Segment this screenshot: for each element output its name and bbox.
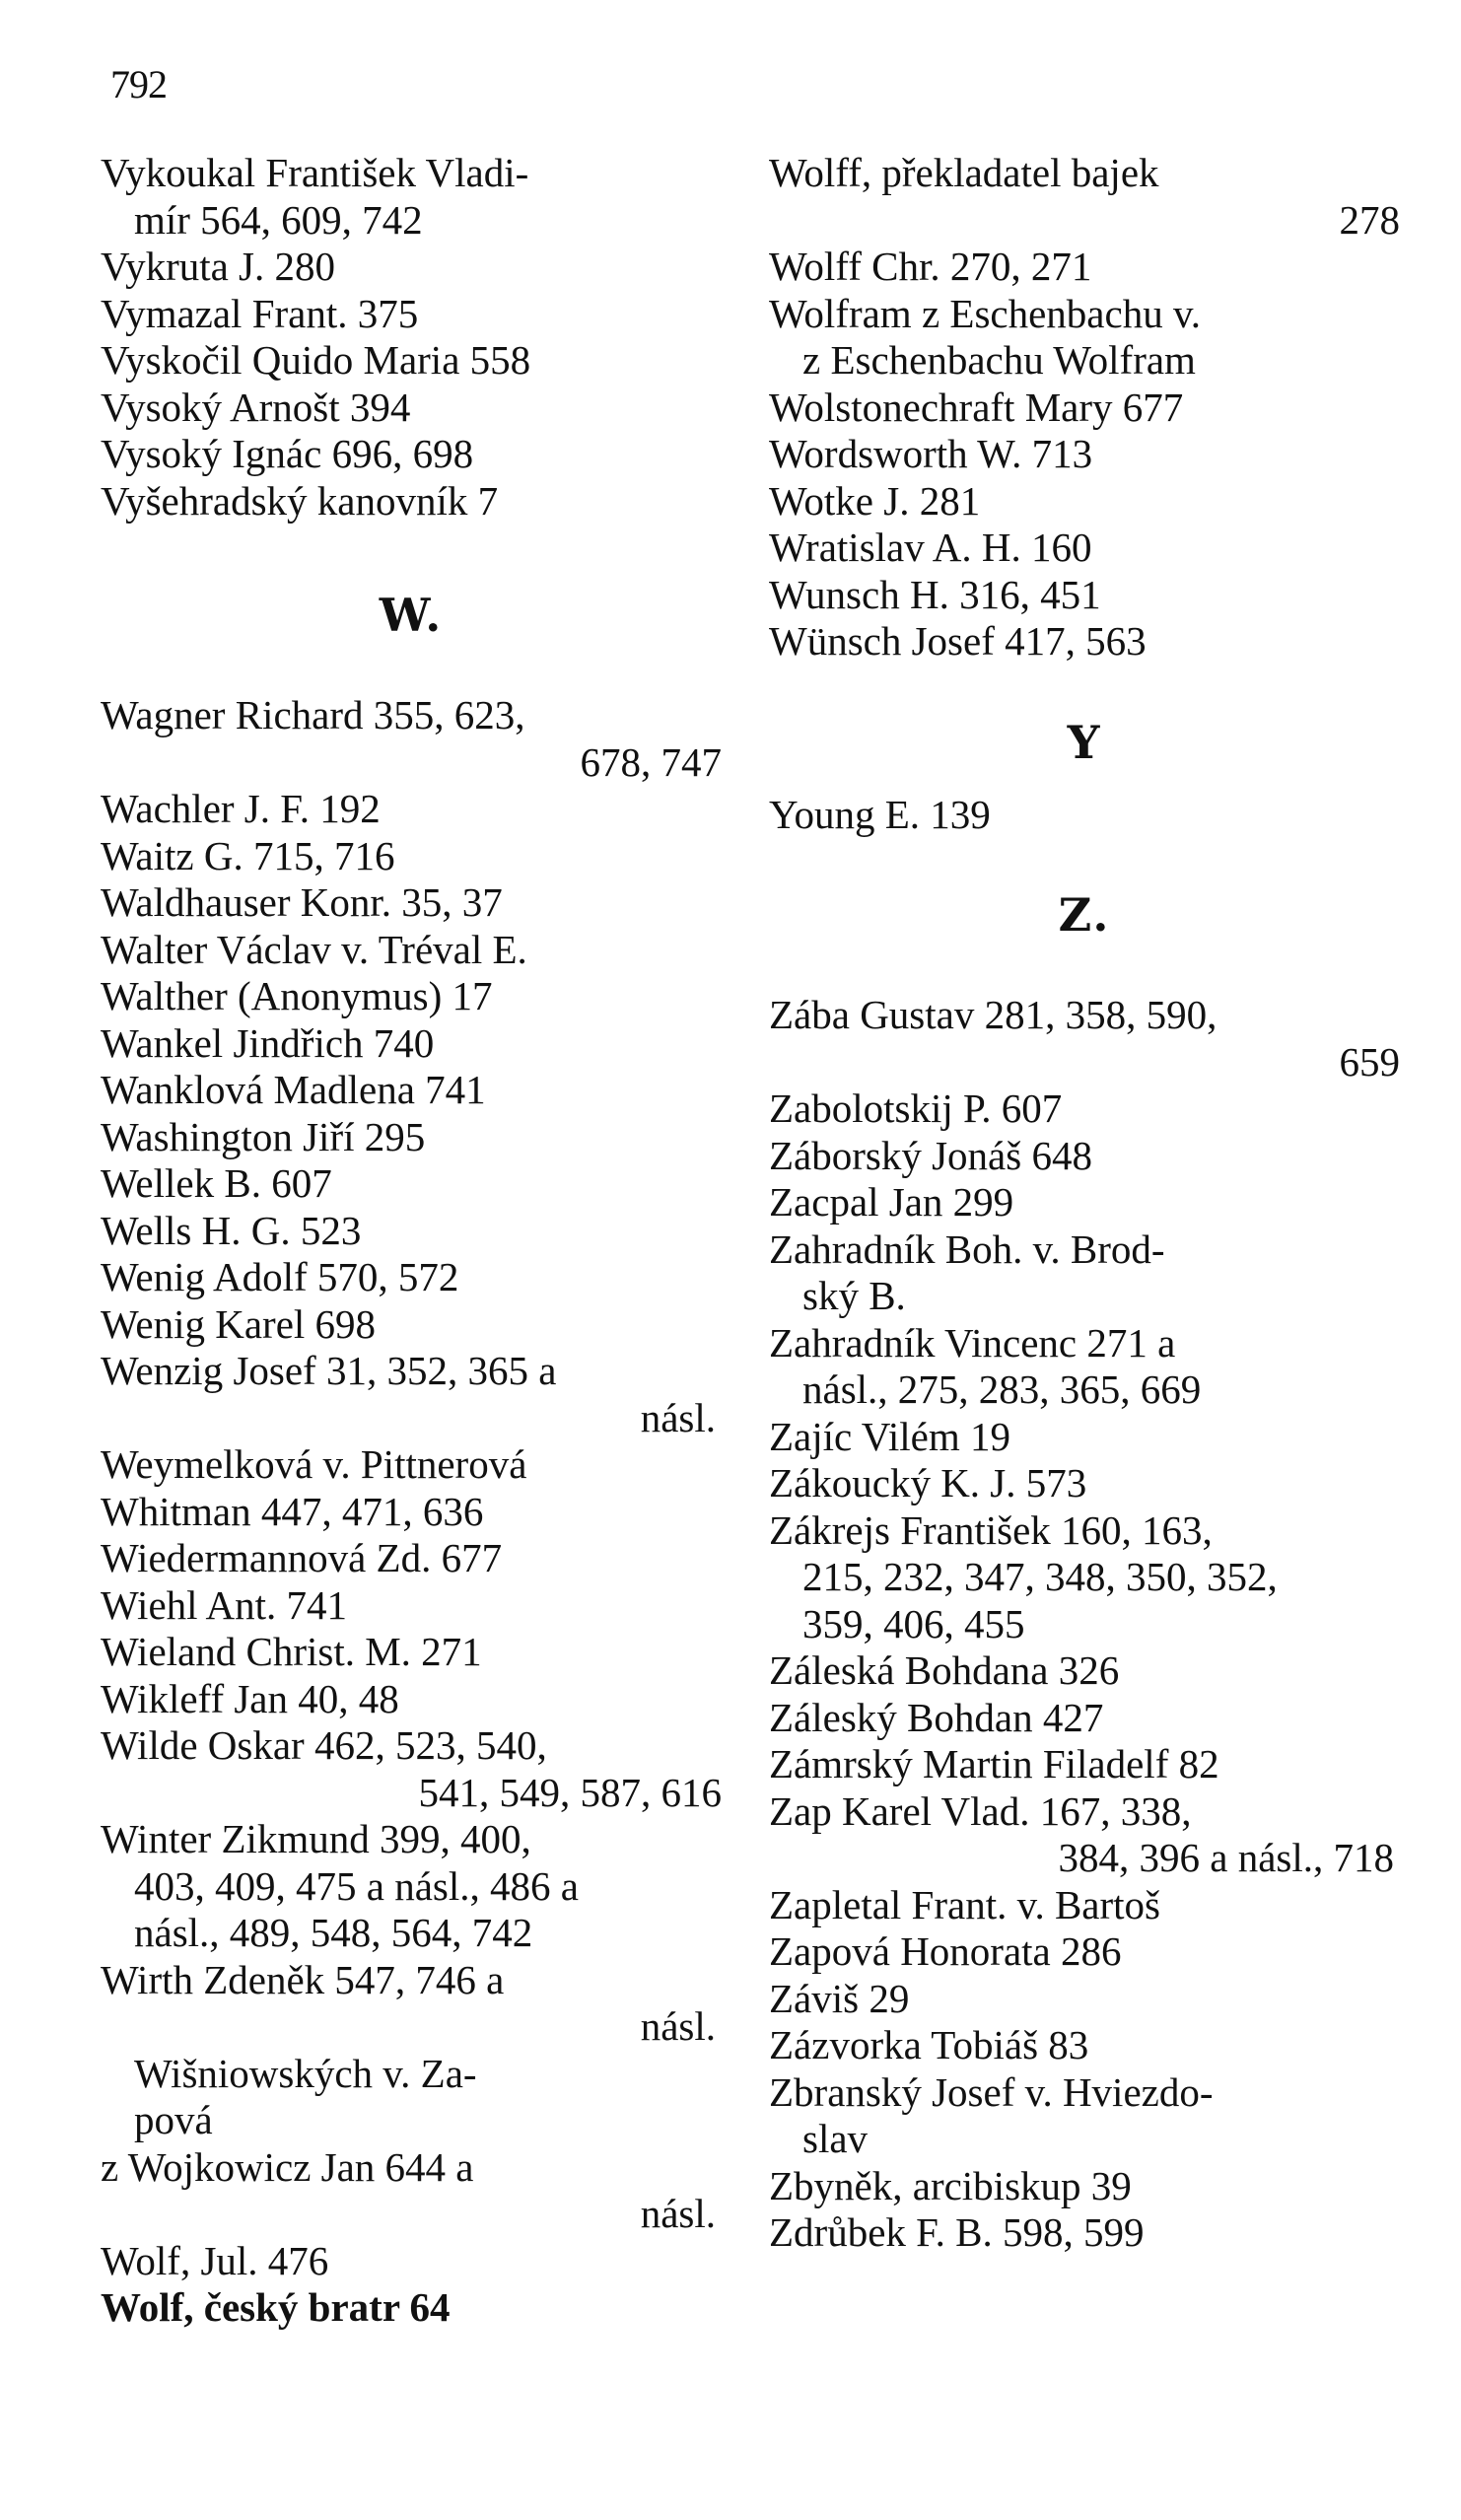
index-entry: Vysoký Ignác 696, 698: [101, 431, 474, 476]
index-entry: Zajíc Vilém 19: [769, 1413, 1010, 1459]
index-entry: Wolff, překladatel bajek 278: [769, 150, 1400, 243]
index-entry: Zbyněk, arcibiskup 39: [769, 2162, 1132, 2208]
index-entry: Zázvorka Tobiáš 83: [769, 2022, 1089, 2067]
index-entry: Wolf, Jul. 476: [101, 2237, 329, 2283]
index-entry: Vymazal Frant. 375: [101, 290, 419, 336]
index-entry: Wagner Richard 355, 623, 678, 747: [101, 692, 722, 785]
index-entry: Záviš 29: [769, 1975, 910, 2021]
index-entry: Wankel Jindřich 740: [101, 1019, 435, 1066]
index-entry: Wenig Karel 698: [101, 1300, 377, 1347]
index-entry: Wenig Adolf 570, 572: [101, 1254, 459, 1299]
index-entry: Wieland Christ. M. 271: [101, 1629, 482, 1674]
section-heading-w: W.: [379, 589, 444, 642]
index-entry: Wünsch Josef 417, 563: [769, 618, 1147, 664]
index-entry: z Wojkowicz Jan 644 a násl.: [101, 2143, 716, 2236]
index-entry: Weymelková v. Pittnerová: [101, 1441, 527, 1487]
index-entry: Wells H. G. 523: [101, 1207, 362, 1253]
index-entry: Wiehl Ant. 741: [101, 1581, 348, 1628]
index-entry: Zdrůbek F. B. 598, 599: [769, 2209, 1145, 2255]
index-entry: Waldhauser Konr. 35, 37: [101, 879, 503, 925]
index-entry: Vykoukal František Vladi- mír 564, 609, 742: [101, 150, 529, 243]
index-entry: Zapletal Frant. v. Bartoš: [769, 1881, 1160, 1927]
index-entry: Wolf, český bratr 64: [101, 2284, 451, 2330]
index-entry: Zacpal Jan 299: [769, 1179, 1014, 1225]
index-entry: Wikleff Jan 40, 48: [101, 1675, 399, 1721]
index-entry: Washington Jiří 295: [101, 1113, 426, 1159]
index-entry: Vyskočil Quido Maria 558: [101, 337, 531, 383]
index-entry: Wachler J. F. 192: [101, 786, 381, 831]
index-entry: Zába Gustav 281, 358, 590, 659: [769, 992, 1400, 1085]
index-entry: Young E. 139: [769, 791, 991, 837]
index-entry: Wanklová Madlena 741: [101, 1067, 486, 1112]
index-entry: Wirth Zdeněk 547, 746 a násl.: [101, 1956, 716, 2049]
index-entry: Wolff Chr. 270, 271: [769, 244, 1092, 289]
index-entry: Zap Karel Vlad. 167, 338, 384, 396 a násl., 718: [769, 1787, 1394, 1880]
index-entry: Wratislav A. H. 160: [769, 525, 1092, 570]
index-entry: Wunsch H. 316, 451: [769, 571, 1101, 617]
index-entry: Whitman 447, 471, 636: [101, 1488, 484, 1534]
section-heading-z: Z.: [1058, 888, 1111, 942]
index-entry: Winter Zikmund 399, 400, 403, 409, 475 a násl., 486 a násl., 489, 548, 564, 742: [101, 1816, 579, 1955]
index-entry: Vykruta J. 280: [101, 244, 336, 289]
index-entry: Zapová Honorata 286: [769, 1928, 1122, 1974]
index-entry: Waitz G. 715, 716: [101, 832, 395, 878]
index-entry: Wiedermannová Zd. 677: [101, 1535, 503, 1580]
index-entry: Wordsworth W. 713: [769, 431, 1093, 476]
index-entry: Wellek B. 607: [101, 1160, 332, 1206]
index-entry: Wenzig Josef 31, 352, 365 a násl.: [101, 1348, 716, 1440]
index-entry: Zbranský Josef v. Hviezdo- slav: [769, 2068, 1214, 2161]
index-entry: Wilde Oskar 462, 523, 540, 541, 549, 587, 616: [101, 1722, 722, 1815]
right-column: [769, 150, 1400, 2257]
index-entry: Zákoucký K. J. 573: [769, 1460, 1087, 1505]
index-entry: Záleský Bohdan 427: [769, 1694, 1104, 1740]
index-entry: Wolstonechraft Mary 677: [769, 384, 1184, 430]
index-entry: Zahradník Boh. v. Brod- ský B.: [769, 1225, 1165, 1318]
index-entry: Wišniowských v. Za- pová: [134, 2050, 477, 2142]
index-entry: Záborský Jonáš 648: [769, 1132, 1092, 1178]
index-entry: Zámrský Martin Filadelf 82: [769, 1741, 1219, 1786]
index-entry: Wotke J. 281: [769, 477, 981, 524]
index-entry: Zákrejs František 160, 163, 215, 232, 347, 348, 350, 352, 359, 406, 455: [769, 1506, 1278, 1646]
index-entry: Zahradník Vincenc 271 a násl., 275, 283, 365, 669: [769, 1319, 1202, 1412]
left-column: [101, 150, 722, 2332]
page-number: 792: [110, 62, 167, 106]
index-entry: Wolfram z Eschenbachu v. z Eschenbachu Wolfram: [769, 290, 1202, 383]
index-entry: Záleská Bohdana 326: [769, 1647, 1120, 1693]
index-entry: Walther (Anonymus) 17: [101, 973, 493, 1018]
section-heading-y: Y: [1067, 715, 1102, 769]
index-entry: Vyšehradský kanovník 7: [101, 477, 499, 524]
index-entry: Zabolotskij P. 607: [769, 1085, 1063, 1131]
index-entry: Walter Václav v. Tréval E.: [101, 926, 527, 972]
index-entry: Vysoký Arnošt 394: [101, 384, 411, 430]
